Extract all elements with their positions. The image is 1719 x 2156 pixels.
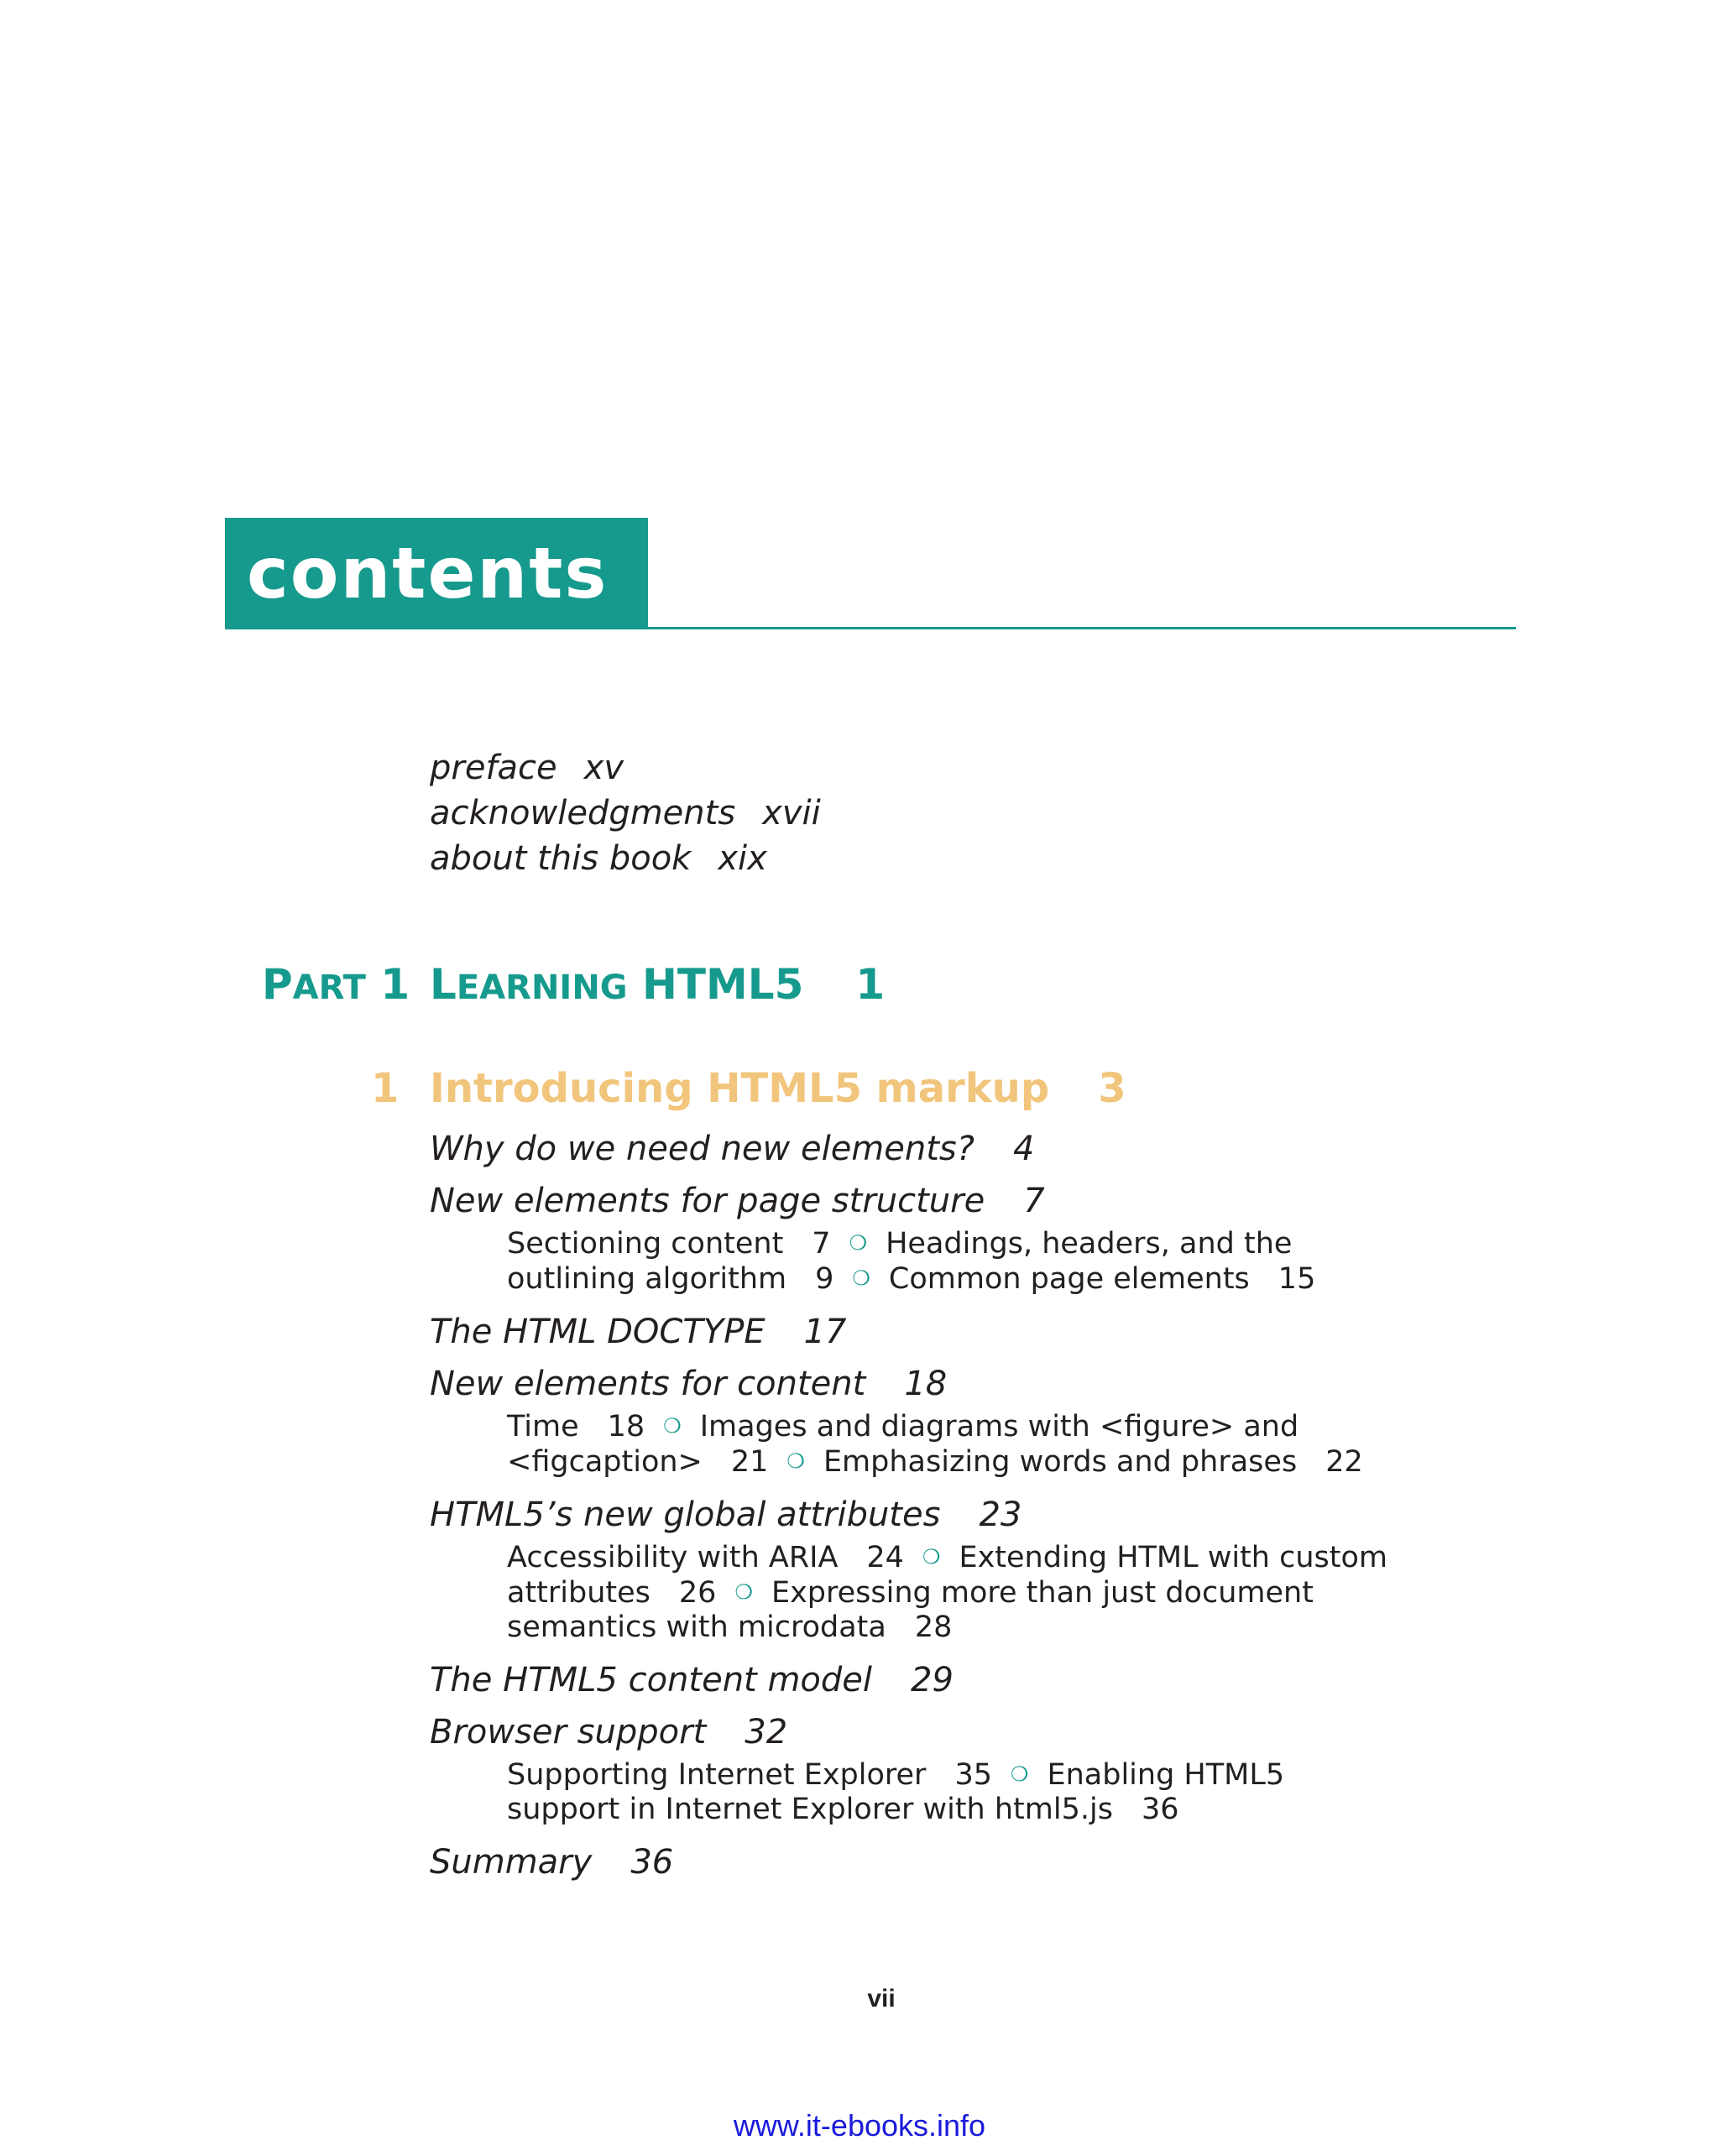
section-title: New elements for page structure — [430, 1182, 985, 1220]
contents-header-box — [225, 518, 648, 629]
subsection-entry[interactable]: Time 18 — [507, 1410, 645, 1443]
subsection-entry[interactable]: Emphasizing words and phrases 22 — [823, 1445, 1363, 1479]
entry-title: acknowledgments — [430, 794, 736, 833]
section-page: 23 — [979, 1496, 1022, 1534]
subsection-list — [507, 1757, 1388, 1827]
section-title: Browser support — [430, 1713, 707, 1751]
section-title: Why do we need new elements? — [430, 1130, 974, 1168]
subsection-entry[interactable]: Sectioning content 7 — [507, 1227, 831, 1261]
bullet-separator-icon: ❍ — [1010, 1762, 1029, 1786]
chapter-heading[interactable] — [371, 1059, 1126, 1118]
front-matter-entry[interactable] — [430, 791, 821, 836]
footer-link[interactable]: www.it-ebooks.info — [733, 2108, 986, 2143]
front-matter-entry[interactable] — [430, 836, 821, 881]
front-matter-entry[interactable] — [430, 745, 821, 791]
section-title: The HTML5 content model — [430, 1661, 872, 1699]
bullet-separator-icon: ❍ — [849, 1231, 868, 1255]
section-entry[interactable] — [430, 1177, 1521, 1224]
page-number: vii — [867, 1985, 896, 2012]
part-page: 1 — [855, 960, 886, 1009]
section-entry[interactable] — [430, 1709, 1521, 1756]
section-list — [430, 1120, 1521, 1886]
part-label: PART 1 — [262, 960, 410, 1009]
section-page: 32 — [745, 1713, 788, 1751]
chapter-number: 1 — [371, 1065, 400, 1112]
section-entry[interactable] — [430, 1360, 1521, 1407]
subsection-entry[interactable]: Common page elements 15 — [888, 1262, 1316, 1296]
part-heading[interactable] — [262, 955, 885, 1014]
section-title: The HTML DOCTYPE — [430, 1313, 765, 1351]
subsection-entry[interactable]: Headings, headers, and the outlining algorithm 9 — [507, 1227, 1293, 1296]
entry-page: xvii — [762, 794, 821, 833]
section-entry[interactable] — [430, 1839, 1521, 1886]
subsection-list — [507, 1226, 1388, 1297]
subsection-entry[interactable]: Supporting Internet Explorer 35 — [507, 1758, 992, 1792]
bullet-separator-icon: ❍ — [786, 1449, 805, 1473]
subsection-entry[interactable]: Extending HTML with custom attributes 26 — [507, 1541, 1387, 1610]
section-title: New elements for content — [430, 1365, 866, 1403]
entry-page: xix — [718, 839, 767, 878]
section-page: 36 — [630, 1843, 674, 1882]
entry-title: about this book — [430, 839, 692, 878]
section-page: 4 — [1012, 1130, 1035, 1168]
section-page: 7 — [1023, 1182, 1045, 1220]
section-page: 17 — [803, 1313, 847, 1351]
header-rule — [225, 627, 1516, 629]
section-page: 29 — [911, 1661, 954, 1699]
bullet-separator-icon: ❍ — [734, 1580, 753, 1604]
subsection-list — [507, 1409, 1388, 1480]
bullet-separator-icon: ❍ — [663, 1414, 682, 1438]
chapter-page: 3 — [1098, 1065, 1126, 1112]
part-title: LEARNING HTML5 — [430, 960, 804, 1009]
entry-title: preface — [430, 749, 557, 787]
bullet-separator-icon: ❍ — [852, 1266, 870, 1290]
section-entry[interactable] — [430, 1491, 1521, 1538]
entry-page: xv — [583, 749, 624, 787]
page-title: contents — [247, 532, 609, 614]
section-title: HTML5’s new global attributes — [430, 1496, 941, 1534]
front-matter-list — [430, 745, 821, 881]
section-entry[interactable] — [430, 1657, 1521, 1704]
section-entry[interactable] — [430, 1125, 1521, 1172]
subsection-entry[interactable]: Images and diagrams with <figure> and <figcaption> 21 — [507, 1410, 1299, 1479]
bullet-separator-icon: ❍ — [922, 1545, 941, 1569]
subsection-entry[interactable]: Expressing more than just document semantics with microdata 28 — [507, 1576, 1314, 1644]
section-entry[interactable] — [430, 1308, 1521, 1355]
section-title: Summary — [430, 1843, 593, 1882]
section-page: 18 — [904, 1365, 948, 1403]
subsection-list — [507, 1540, 1388, 1645]
subsection-entry[interactable]: Accessibility with ARIA 24 — [507, 1541, 904, 1574]
chapter-title: Introducing HTML5 markup — [430, 1065, 1050, 1112]
subsection-entry[interactable]: Enabling HTML5 support in Internet Explorer with html5.js 36 — [507, 1758, 1285, 1826]
